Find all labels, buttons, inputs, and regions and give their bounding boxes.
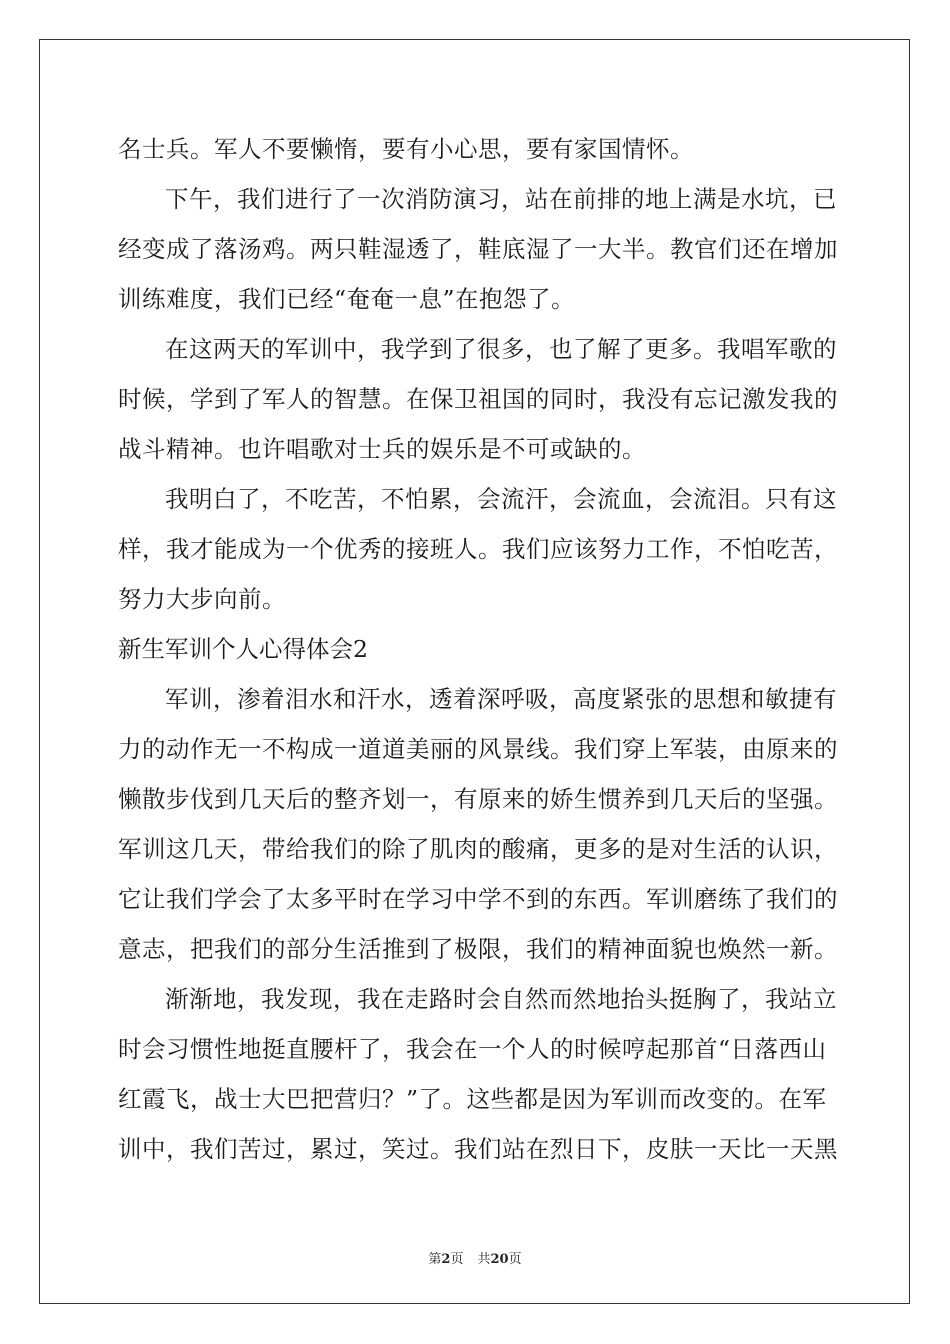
paragraph-start-line: 下午，我们进行了一次消防演习，站在前排的地上满是水坑，已 [165,185,837,213]
text-line-16: 它让我们学会了太多平时在学习中学不到的东西。军训磨练了我们的 [118,885,838,913]
text-line-4: 训练难度，我们已经“奄奄一息”在抱怨了。 [118,285,576,313]
text-line-9: 样，我才能成为一个优秀的接班人。我们应该努力工作，不怕吃苦， [118,535,838,563]
document-body [118,124,838,1174]
text-line-13: 力的动作无一不构成一道道美丽的风景线。我们穿上军装，由原来的 [118,735,838,763]
page-unit: 页 [450,1252,464,1267]
text-line-10: 努力大步向前。 [118,585,286,613]
total-pages: 20 [490,1252,509,1267]
text-line-14: 懒散步伐到几天后的整齐划一，有原来的娇生惯养到几天后的坚强。 [118,785,838,813]
text-line-6: 时候，学到了军人的智慧。在保卫祖国的同时，我没有忘记激发我的 [118,385,838,413]
text-line-21: 训中，我们苦过，累过，笑过。我们站在烈日下，皮肤一天比一天黑 [118,1135,838,1163]
text-line-17: 意志，把我们的部分生活推到了极限，我们的精神面貌也焕然一新。 [118,935,838,963]
text-line-19: 时会习惯性地挺直腰杆了，我会在一个人的时候哼起那首“日落西山 [118,1035,827,1063]
paragraph-start-line: 渐渐地，我发现，我在走路时会自然而然地抬头挺胸了，我站立 [165,985,837,1013]
text-line-1: 名士兵。军人不要懒惰，要有小心思，要有家国情怀。 [118,135,694,163]
page-footer [0,1248,950,1267]
total-unit: 页 [508,1252,522,1267]
text-line-7: 战斗精神。也许唱歌对士兵的娱乐是不可或缺的。 [118,435,646,463]
text-line-3: 经变成了落汤鸡。两只鞋湿透了，鞋底湿了一大半。教官们还在增加 [118,235,838,263]
paragraph-start-line: 军训，渗着泪水和汗水，透着深呼吸，高度紧张的思想和敏捷有 [165,685,837,713]
total-prefix: 共 [477,1252,491,1267]
paragraph-start-line: 在这两天的军训中，我学到了很多，也了解了更多。我唱军歌的 [165,335,837,363]
section-heading: 新生军训个人心得体会2 [118,635,368,663]
text-line-15: 军训这几天，带给我们的除了肌肉的酸痛，更多的是对生活的认识， [118,835,838,863]
page-number: 2 [441,1252,451,1267]
text-line-20: 红霞飞，战士大巴把营归？”了。这些都是因为军训而改变的。在军 [118,1085,827,1113]
paragraph-start-line: 我明白了，不吃苦，不怕累，会流汗，会流血，会流泪。只有这 [165,485,837,513]
page-prefix: 第 [428,1252,442,1267]
